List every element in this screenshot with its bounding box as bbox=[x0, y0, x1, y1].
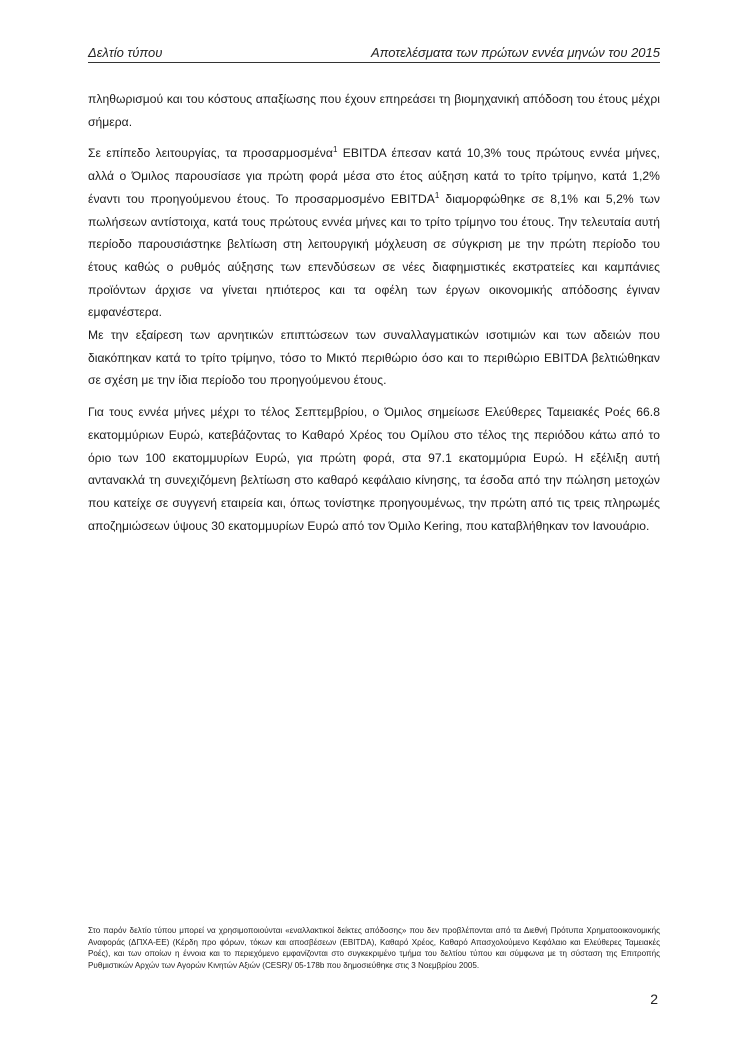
footnote-marker: 1 bbox=[434, 190, 440, 200]
header-divider bbox=[88, 62, 660, 63]
paragraph-ebitda bbox=[88, 142, 660, 324]
paragraph-margins: Με την εξαίρεση των αρνητικών επιπτώσεων των συναλλαγματικών ισοτιμιών και των αδειών που διακόπηκαν κατά το τρίτο τρίμηνο, τόσο το Μικτό περιθώριο όσο και το περιθώριο EBITDA βελτιώθηκαν σε σχέση με την ίδια περίοδο του προηγούμενου έτους. bbox=[88, 328, 660, 388]
paragraph-cash-flow: Για τους εννέα μήνες μέχρι το τέλος Σεπτεμβρίου, ο Όμιλος σημείωσε Ελεύθερες Ταμειακές Ροές 66.8 εκατομμύριων Ευρώ, κατεβάζοντας το Καθαρό Χρέος του Ομίλου στο τέλος της περιόδου κάτω από το όριο των 100 εκατομμυρίων Ευρώ, για πρώτη φορά, στα 97.1 εκατομμύρια Ευρώ. Η εξέλιξη αυτή αντανακλά τη συνεχιζόμενη βελτίωση στο καθαρό κεφάλαιο κίνησης, τα έσοδα από την πώληση μετοχών που κατείχε σε συγγενή εταιρεία και, όπως τονίστηκε προηγουμένως, την πρώτη από τις τρεις πληρωμές αποζημιώσεων ύψους 30 εκατομμυρίων Ευρώ από τον Όμιλο Kering, που καταβλήθηκαν τον Ιανουάριο. bbox=[88, 405, 660, 533]
page-number: 2 bbox=[650, 991, 658, 1007]
page-header bbox=[88, 40, 660, 60]
ebitda-text-part-2: EBITDA έπεσαν κατά 10,3% τους πρώτους εννέα μήνες, αλλά ο Όμιλος παρουσίασε για πρώτη φορά μέσα στο έτος αύξηση κατά το τρίτο τρίμηνο, κατά 1,2% έναντι του προηγούμενου έτους. Το προσαρμοσμένο EBITDA bbox=[88, 146, 660, 206]
header-document-title: Αποτελέσματα των πρώτων εννέα μηνών του 2015 bbox=[371, 45, 660, 60]
paragraph-inflation-continuation: πληθωρισμού και του κόστους απαξίωσης που έχουν επηρεάσει τη βιομηχανική απόδοση του έτους μέχρι σήμερα. bbox=[88, 92, 660, 129]
header-document-type: Δελτίο τύπου bbox=[88, 45, 163, 60]
footnote: Στο παρόν δελτίο τύπου μπορεί να χρησιμοποιούνται «εναλλακτικοί δείκτες απόδοσης» που δεν προβλέπονται από τα Διεθνή Πρότυπα Χρηματοοικονομικής Αναφοράς (ΔΠΧΑ-ΕΕ) (Κέρδη προ φόρων, τόκων και αποσβέσεων (EBITDA), Καθαρό Χρέος, Καθαρό Απασχολούμενο Κεφάλαιο και Ελεύθερες Ταμειακές Ροές), και των οποίων η έννοια και το περιεχόμενο εμφανίζονται στο συγκεκριμένο τμήμα του δελτίου τύπου και σύμφωνα με τη σύσταση της Επιτροπής Ρυθμιστικών Αρχών των Αγορών Κινητών Αξιών (CESR)/ 05-178b που δημοσιεύθηκε στις 3 Νοεμβρίου 2005. bbox=[88, 926, 660, 970]
body-text bbox=[88, 88, 660, 537]
ebitda-text-part-1: Σε επίπεδο λειτουργίας, τα προσαρμοσμένα bbox=[88, 146, 333, 161]
ebitda-text-part-3: διαμορφώθηκε σε 8,1% και 5,2% των πωλήσεων αντίστοιχα, κατά τους πρώτους εννέα μήνες και το τρίτο τρίμηνο του έτους. Την τελευταία αυτή περίοδο παρουσιάστηκε βελτίωση στη λειτουργική μόχλευση σε σύγκριση με την πρώτη περίοδο του έτους καθώς ο ρυθμός αύξησης των επενδύσεων σε νέες διαφημιστικές εκστρατείες και καμπάνιες προϊόντων άρχισε να γίνεται ηπιότερος και τα οφέλη των έργων οικονομικής απόδοσης έγιναν εμφανέστερα. bbox=[88, 191, 660, 320]
footnote-marker: 1 bbox=[332, 145, 338, 155]
